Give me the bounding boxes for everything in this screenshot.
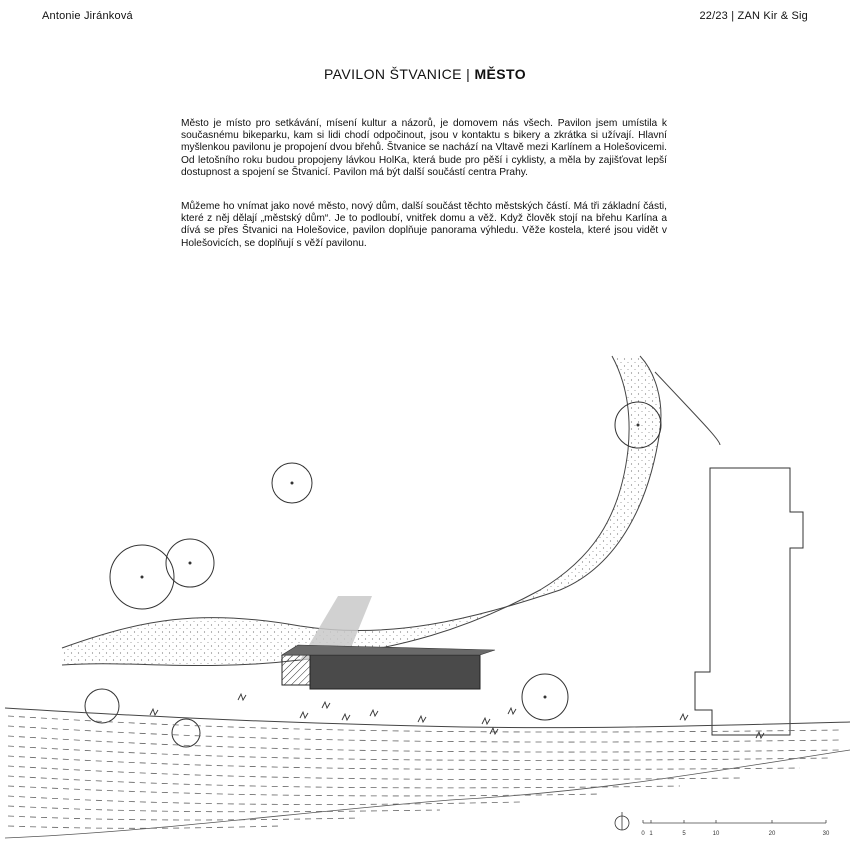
pavilion-body	[310, 655, 480, 689]
author-name: Antonie Jiránková	[42, 10, 133, 22]
tree-bank-left	[85, 689, 119, 723]
riverbank-top	[5, 708, 850, 728]
page-info: 22/23 | ZAN Kir & Sig	[699, 10, 808, 22]
title-emphasis: MĚSTO	[474, 66, 527, 82]
scale-bar	[643, 820, 826, 823]
scale-label-10: 10	[712, 831, 720, 837]
paragraph-intro: Město je místo pro setkávání, mísení kultur a názorů, je domovem nás všech. Pavilon jsem umístila k současnému bikeparku, kam si lidi chodí odpočinout, jsou v kontaktu s bikery a zkrátka si užívají. Hlavní myšlenkou pavilonu je propojení dvou břehů. Štvanice se nachází na Vltavě mezi Karlínem a Holešovicemi. Od letošního roku budou propojeny lávkou HolKa, která bude pro pěší i cyklisty, a měla by zajišťovat lepší dostupnost a spojení se Štvanicí. Pavilon má být další součástí centra Prahy.	[181, 118, 667, 178]
pavilion-tower	[282, 655, 310, 685]
scale-label-0: 0	[641, 831, 645, 837]
riverbank-bottom	[5, 750, 850, 838]
path-edge-lower-right	[655, 372, 720, 445]
tree-bank-mid	[172, 719, 200, 747]
page-title	[0, 66, 850, 82]
paragraph-concept: Můžeme ho vnímat jako nové město, nový dům, další součást těchto městských částí. Má tři základní části, které z něj dělají „městský dům“. Je to podloubí, vnitřek domu a věž. Když člověk stojí na břehu Karlína a dívá se přes Štvanici na Holešovice, pavilon doplňuje panorama výhledu. Věže kostela, které jsou vidět v Holešovicích, se doplňují s věží pavilonu.	[181, 201, 667, 249]
title-prefix: PAVILON ŠTVANICE |	[323, 66, 475, 82]
scale-label-30: 30	[822, 831, 830, 837]
water-texture	[8, 716, 840, 828]
site-plan-drawing	[0, 340, 850, 850]
scale-label-5: 5	[682, 831, 686, 837]
building-outline	[695, 468, 803, 735]
scale-label-1: 1	[649, 831, 653, 837]
scale-label-20: 20	[768, 831, 776, 837]
